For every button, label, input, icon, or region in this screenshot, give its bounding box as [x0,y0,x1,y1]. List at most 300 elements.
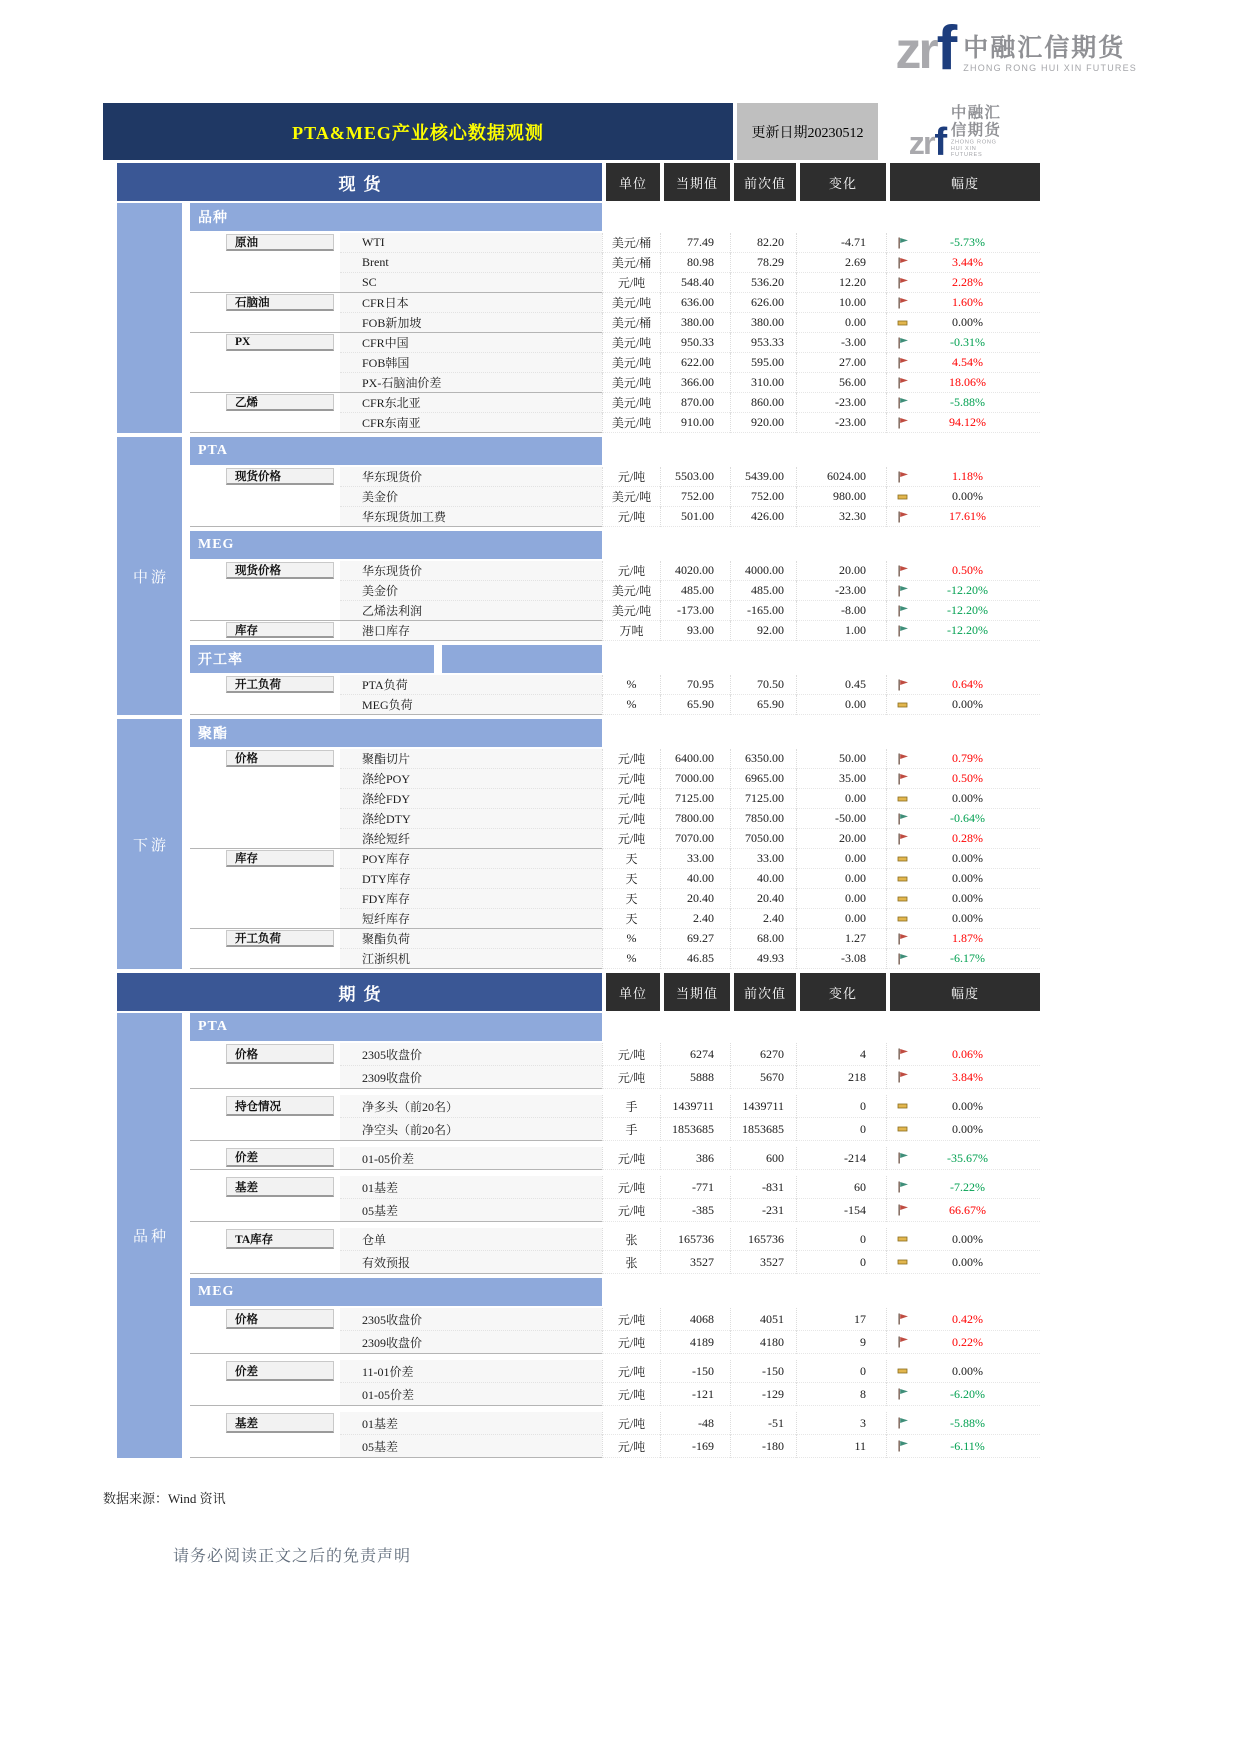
row-group-label: 开工负荷 [226,930,334,947]
section-title: MEG [190,531,602,559]
sidebar-label: 下游 [117,719,182,969]
row-group-label-cell [190,675,340,695]
logo-zr-glyph: zr [895,22,936,81]
row-group [190,393,1040,433]
table-row [190,561,1040,581]
current-value: 380.00 [660,313,730,333]
unit-value: 元/吨 [602,467,660,487]
item-name: 05基差 [340,1199,602,1222]
item-name: PTA负荷 [340,675,602,695]
flag-up-icon [897,1336,909,1348]
item-name: 01-05价差 [340,1383,602,1406]
previous-value: 40.00 [730,869,796,889]
pct-value: -5.88% [950,1415,985,1430]
previous-value: 7850.00 [730,809,796,829]
current-value: 4068 [660,1308,730,1331]
flag-up-icon [897,377,909,389]
pct-value: 0.00% [952,891,983,905]
item-name: CFR东南亚 [340,413,602,433]
report-body [103,163,1040,1458]
change-value: 2.69 [796,253,886,273]
previous-value: 7125.00 [730,789,796,809]
row-group-label: TA库存 [226,1229,334,1249]
unit-value: % [602,929,660,949]
current-value: 4020.00 [660,561,730,581]
pct-cell [886,413,1040,433]
row-group-label: 价差 [226,1361,334,1381]
disclaimer-note: 请务必阅读正文之后的免责声明 [173,1548,412,1565]
item-name: CFR日本 [340,293,602,313]
table-header-spot [117,163,1040,201]
dash-flat-icon [897,853,909,865]
section-title: 开工率 [190,645,434,673]
flag-up-icon [897,679,909,691]
item-name: 仓单 [340,1228,602,1251]
section [190,531,1040,641]
row-group-label-cell [190,487,340,507]
section-header [190,531,1040,559]
item-name: FOB新加坡 [340,313,602,333]
dash-flat-icon [897,317,909,329]
unit-value: 元/吨 [602,809,660,829]
row-group-label-cell [190,1118,340,1141]
row-group-label-cell [190,467,340,487]
change-value: 0.00 [796,849,886,869]
pct-value: 0.42% [952,1311,983,1326]
current-value: 910.00 [660,413,730,433]
unit-value: 天 [602,869,660,889]
pct-cell [886,487,1040,507]
column-header: 变化 [796,163,886,201]
table-row [190,1176,1040,1199]
row-group-label-cell [190,1435,340,1458]
pct-cell [886,467,1040,487]
company-name-en: ZHONG RONG HUI XIN FUTURES [950,138,997,158]
item-name: WTI [340,233,602,253]
previous-value: 2.40 [730,909,796,929]
current-value: 6274 [660,1043,730,1066]
logo-f-glyph: f [934,120,948,160]
section-title: MEG [190,1278,602,1306]
pct-cell [886,749,1040,769]
unit-value: 美元/吨 [602,353,660,373]
table-row [190,789,1040,809]
previous-value: 165736 [730,1228,796,1251]
flag-up-icon [897,1204,909,1216]
current-value: 40.00 [660,869,730,889]
previous-value: 1853685 [730,1118,796,1141]
pct-value: -5.73% [950,235,985,249]
band [117,437,1040,715]
dash-flat-icon [897,1233,909,1245]
unit-value: 美元/桶 [602,233,660,253]
table-row [190,675,1040,695]
change-value: 4 [796,1043,886,1066]
change-value: 32.30 [796,507,886,527]
previous-value: 380.00 [730,313,796,333]
column-header: 幅度 [886,163,1040,201]
item-name: 华东现货价 [340,561,602,581]
pct-value: 0.00% [952,489,983,503]
table-row [190,829,1040,849]
band-content [190,1013,1040,1458]
row-group-label-cell [190,621,340,641]
pct-cell [886,253,1040,273]
current-value: 3527 [660,1251,730,1274]
change-value: 0 [796,1118,886,1141]
section-header [190,645,1040,673]
unit-value: 元/吨 [602,1308,660,1331]
row-group-label-cell [190,809,340,829]
previous-value: 5670 [730,1066,796,1089]
row-group-label-cell [190,1199,340,1222]
change-value: 218 [796,1066,886,1089]
row-group [190,293,1040,333]
section-title: 聚酯 [190,719,602,747]
item-name: 涤纶DTY [340,809,602,829]
table-row [190,293,1040,313]
row-group-label-cell [190,393,340,413]
table-row [190,413,1040,433]
unit-value: % [602,695,660,715]
title-row [103,103,1040,160]
unit-value: 元/吨 [602,1043,660,1066]
previous-value: 860.00 [730,393,796,413]
pct-value: -12.20% [947,583,988,597]
table-row [190,1383,1040,1406]
previous-value: 68.00 [730,929,796,949]
unit-value: 元/吨 [602,1199,660,1222]
pct-cell [886,1412,1040,1435]
page-title: PTA&MEG产业核心数据观测 [103,103,733,160]
pct-cell [886,675,1040,695]
row-group-label: 价格 [226,1044,334,1064]
unit-value: 元/吨 [602,1331,660,1354]
row-group-label: 石脑油 [226,294,334,311]
change-value: -214 [796,1147,886,1170]
row-group-label: 基差 [226,1177,334,1197]
unit-value: 美元/吨 [602,333,660,353]
flag-down-icon [897,1417,909,1429]
change-value: 17 [796,1308,886,1331]
item-name: 净空头（前20名） [340,1118,602,1141]
unit-value: 元/吨 [602,1435,660,1458]
row-group-label-cell [190,601,340,621]
current-value: 7000.00 [660,769,730,789]
row-group [190,1147,1040,1170]
table-row [190,353,1040,373]
pct-value: 0.79% [952,751,983,765]
item-name: CFR中国 [340,333,602,353]
current-value: 69.27 [660,929,730,949]
change-value: 3 [796,1412,886,1435]
item-name: PX-石脑油价差 [340,373,602,393]
change-value: 0.00 [796,909,886,929]
pct-cell [886,273,1040,293]
change-value: -23.00 [796,413,886,433]
item-name: 11-01价差 [340,1360,602,1383]
band [117,203,1040,433]
change-value: 35.00 [796,769,886,789]
row-group [190,233,1040,293]
row-group [190,561,1040,621]
unit-value: 天 [602,909,660,929]
row-group-label: 库存 [226,622,334,638]
dash-flat-icon [897,491,909,503]
item-name: 聚酯负荷 [340,929,602,949]
current-value: 80.98 [660,253,730,273]
row-group [190,621,1040,641]
pct-cell [886,789,1040,809]
row-group [190,1176,1040,1222]
dash-flat-icon [897,793,909,805]
unit-value: % [602,949,660,969]
previous-value: 4180 [730,1331,796,1354]
section [190,437,1040,527]
pct-cell [886,601,1040,621]
table-row [190,487,1040,507]
previous-value: 953.33 [730,333,796,353]
pct-cell [886,1360,1040,1383]
previous-value: 6350.00 [730,749,796,769]
unit-value: 美元/吨 [602,581,660,601]
pct-value: -6.11% [950,1438,985,1453]
report [103,103,1040,1566]
pct-value: 0.00% [952,791,983,805]
column-header: 当期值 [660,973,730,1011]
change-value: 9 [796,1331,886,1354]
current-value: 93.00 [660,621,730,641]
row-group-label-cell [190,413,340,433]
table-row [190,1435,1040,1458]
current-value: -48 [660,1412,730,1435]
item-name: 涤纶FDY [340,789,602,809]
unit-value: 手 [602,1095,660,1118]
section-header-segment [442,645,602,673]
pct-value: 2.28% [952,275,983,289]
logo-text [951,105,1009,159]
section-title: PTA [190,437,602,465]
change-value: 8 [796,1383,886,1406]
dash-flat-icon [897,699,909,711]
current-value: 70.95 [660,675,730,695]
previous-value: 595.00 [730,353,796,373]
pct-cell [886,1383,1040,1406]
previous-value: 536.20 [730,273,796,293]
row-group-label-cell [190,581,340,601]
unit-value: 元/吨 [602,507,660,527]
previous-value: -180 [730,1435,796,1458]
change-value: 56.00 [796,373,886,393]
pct-value: 0.00% [952,1098,983,1113]
pct-cell [886,909,1040,929]
pct-cell [886,293,1040,313]
table-row [190,1043,1040,1066]
unit-value: 手 [602,1118,660,1141]
row-group [190,467,1040,527]
row-group-label: 开工负荷 [226,676,334,693]
item-name: 美金价 [340,487,602,507]
row-group [190,1412,1040,1458]
table-row [190,1095,1040,1118]
flag-up-icon [897,511,909,523]
pct-cell [886,1043,1040,1066]
previous-value: 600 [730,1147,796,1170]
unit-value: 元/吨 [602,1176,660,1199]
change-value: 27.00 [796,353,886,373]
change-value: 1.00 [796,621,886,641]
flag-up-icon [897,471,909,483]
pct-value: 0.64% [952,677,983,691]
change-value: 0 [796,1095,886,1118]
current-value: 7125.00 [660,789,730,809]
pct-cell [886,233,1040,253]
flag-up-icon [897,1071,909,1083]
previous-value: 310.00 [730,373,796,393]
item-name: 01基差 [340,1412,602,1435]
unit-value: 张 [602,1228,660,1251]
dash-flat-icon [897,1100,909,1112]
pct-cell [886,1147,1040,1170]
unit-value: 美元/吨 [602,487,660,507]
row-group-label-cell [190,829,340,849]
pct-value: 0.50% [952,563,983,577]
table-row [190,1199,1040,1222]
pct-cell [886,621,1040,641]
item-name: 2309收盘价 [340,1331,602,1354]
table-row [190,1118,1040,1141]
table-row [190,1251,1040,1274]
pct-cell [886,769,1040,789]
logo-f-glyph: f [936,14,958,83]
previous-value: 82.20 [730,233,796,253]
change-value: 0.00 [796,869,886,889]
flag-down-icon [897,337,909,349]
pct-value: 18.06% [949,375,986,389]
change-value: 50.00 [796,749,886,769]
flag-down-icon [897,1181,909,1193]
section-header [190,1278,1040,1306]
previous-value: 426.00 [730,507,796,527]
change-value: 11 [796,1435,886,1458]
column-header: 前次值 [730,973,796,1011]
pct-value: -5.88% [950,395,985,409]
unit-value: 天 [602,889,660,909]
flag-down-icon [897,1388,909,1400]
table-row [190,1360,1040,1383]
current-value: 752.00 [660,487,730,507]
table-row [190,393,1040,413]
change-value: 60 [796,1176,886,1199]
flag-down-icon [897,237,909,249]
row-group-label-cell [190,273,340,293]
pct-value: 3.84% [952,1069,983,1084]
item-name: 2305收盘价 [340,1308,602,1331]
previous-value: 6965.00 [730,769,796,789]
change-value: -3.08 [796,949,886,969]
row-group-label-cell [190,1228,340,1251]
change-value: -23.00 [796,393,886,413]
item-name: 05基差 [340,1435,602,1458]
current-value: 4189 [660,1331,730,1354]
update-date: 更新日期20230512 [737,103,878,160]
previous-value: 6270 [730,1043,796,1066]
row-group-label-cell [190,1412,340,1435]
column-header: 单位 [602,973,660,1011]
table-row [190,313,1040,333]
table-row [190,333,1040,353]
pct-value: 0.06% [952,1046,983,1061]
pct-cell [886,829,1040,849]
row-group-label-cell [190,949,340,969]
table-row [190,695,1040,715]
row-group-label-cell [190,1176,340,1199]
table-row [190,581,1040,601]
change-value: 0 [796,1360,886,1383]
table-row [190,889,1040,909]
unit-value: 元/吨 [602,769,660,789]
dash-flat-icon [897,1123,909,1135]
previous-value: 49.93 [730,949,796,969]
row-group-label: 现货价格 [226,468,334,485]
item-name: 净多头（前20名） [340,1095,602,1118]
unit-value: 元/吨 [602,829,660,849]
logo-zr-glyph: zr [908,125,934,160]
flag-up-icon [897,1048,909,1060]
section [190,719,1040,969]
current-value: 7070.00 [660,829,730,849]
unit-value: 元/吨 [602,1412,660,1435]
pct-value: 0.00% [952,1363,983,1378]
row-group-label: 乙烯 [226,394,334,411]
pct-value: 0.00% [952,1121,983,1136]
previous-value: 4051 [730,1308,796,1331]
flag-up-icon [897,833,909,845]
table-row [190,373,1040,393]
current-value: -385 [660,1199,730,1222]
column-header: 幅度 [886,973,1040,1011]
column-header: 单位 [602,163,660,201]
unit-value: 美元/吨 [602,413,660,433]
flag-up-icon [897,357,909,369]
company-name-en: ZHONG RONG HUI XIN FUTURES [963,62,1137,73]
previous-value: 20.40 [730,889,796,909]
current-value: -121 [660,1383,730,1406]
flag-up-icon [897,933,909,945]
table-row [190,949,1040,969]
pct-value: 3.44% [952,255,983,269]
current-value: -173.00 [660,601,730,621]
flag-down-icon [897,397,909,409]
previous-value: 485.00 [730,581,796,601]
item-name: 华东现货价 [340,467,602,487]
current-value: 386 [660,1147,730,1170]
change-value: 20.00 [796,829,886,849]
pct-value: -0.31% [950,335,985,349]
row-group-label-cell [190,849,340,869]
table-row [190,621,1040,641]
pct-value: 0.00% [952,697,983,711]
flag-down-icon [897,585,909,597]
change-value: 0.00 [796,313,886,333]
item-name: SC [340,273,602,293]
row-group [190,929,1040,969]
current-value: 5888 [660,1066,730,1089]
row-group-label-cell [190,1383,340,1406]
unit-value: 美元/吨 [602,373,660,393]
unit-value: 元/吨 [602,273,660,293]
sidebar-label: 中游 [117,437,182,715]
